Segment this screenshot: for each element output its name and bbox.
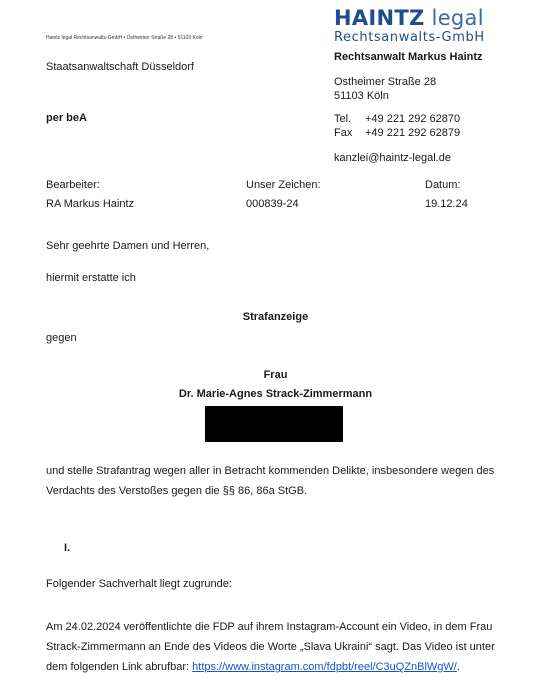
zeichen-value: 000839-24 [246,198,299,210]
firm-logo [334,6,484,30]
paragraph-facts-line-2: Strack-Zimmermann an Ende des Videos die Worte „Slava Ukraini“ sagt. Das Video ist unter [46,641,495,653]
datum-label: Datum: [425,179,461,191]
bearbeiter-value: RA Markus Haintz [46,198,135,210]
redaction-block [205,406,343,442]
delivery-method: per beA [46,112,87,124]
lawyer-name: Rechtsanwalt Markus Haintz [334,51,483,63]
link-suffix: . [456,661,460,673]
firm-street: Ostheimer Straße 28 [334,76,437,88]
logo-bold-text: HAINTZ [334,6,425,30]
paragraph-charges-line-1: und stelle Strafantrag wegen aller in Betracht kommenden Delikte, insbesondere wegen des [46,465,495,477]
paragraph-facts [46,617,508,677]
video-link[interactable]: https://www.instagram.com/fdpbt/reel/C3uQZnBlWgW/ [192,661,457,673]
against-text: gegen [46,332,77,344]
bearbeiter-label: Bearbeiter: [46,179,100,191]
salutation: Sehr geehrte Damen und Herren, [46,240,210,252]
logo-subtitle: Rechtsanwalts-GmbH [334,30,485,45]
tel-label: Tel. [334,113,352,125]
sender-return-line: Haintz legal Rechtsanwalts-GmbH • Ostheimer Straße 28 • 51103 Köln [46,35,203,41]
section-number: I. [64,542,71,554]
zeichen-label: Unser Zeichen: [246,179,321,191]
paragraph-charges-line-2: Verdachts des Verstoßes gegen die §§ 86, 86a StGB. [46,485,308,497]
document-heading: Strafanzeige [242,311,309,323]
logo-light-text: legal [424,6,484,30]
accused-name: Dr. Marie-Agnes Strack-Zimmermann [178,388,373,400]
firm-city: 51103 Köln [334,90,389,102]
person-title: Frau [263,369,288,381]
facts-intro: Folgender Sachverhalt liegt zugrunde: [46,578,232,590]
firm-email: kanzlei@haintz-legal.de [334,152,451,164]
recipient-name: Staatsanwaltschaft Düsseldorf [46,61,194,73]
link-prefix: dem folgenden Link abrufbar: [46,661,193,673]
paragraph-facts-line-1: Am 24.02.2024 veröffentlichte die FDP auf ihrem Instagram-Account ein Video, in dem Frau [46,621,493,633]
datum-value: 19.12.24 [425,198,468,210]
fax-label: Fax [334,127,353,139]
paragraph-charges [46,461,508,501]
tel-number: +49 221 292 62870 [365,113,461,125]
intro-text: hiermit erstatte ich [46,272,136,284]
paragraph-facts-line-3 [46,657,508,677]
fax-number: +49 221 292 62879 [365,127,461,139]
